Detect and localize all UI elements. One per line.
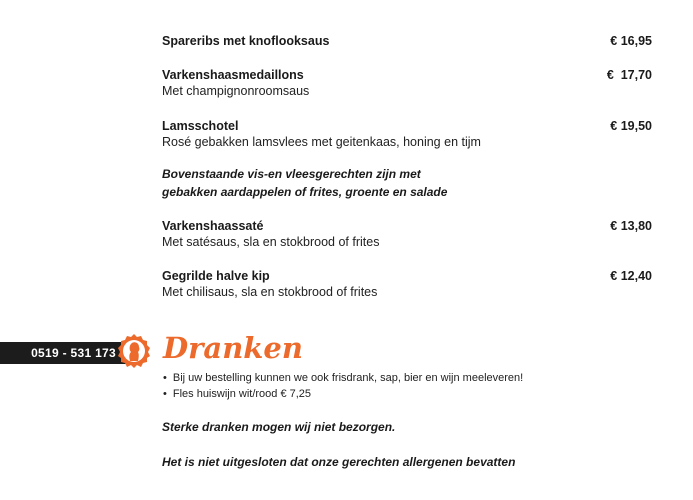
item-price: € 17,70 [606, 68, 652, 82]
item-description: Met chilisaus, sla en stokbrood of frites [162, 285, 378, 299]
section-title-drinks: Dranken [163, 331, 303, 365]
item-description: Rosé gebakken lamsvlees met geitenkaas, honing en tijm [162, 135, 481, 149]
phone-number: 0519 - 531 173 [0, 342, 128, 364]
menu-item [162, 67, 652, 99]
item-description: Met champignonroomsaus [162, 84, 310, 98]
bullet-item: • Bij uw bestelling kunnen we ook frisdrank, sap, bier en wijn meeleveren! [163, 370, 523, 386]
item-name: Gegrilde halve kip [162, 269, 270, 283]
menu-item [162, 33, 652, 49]
allergen-note: Het is niet uitgesloten dat onze gerechten allergenen bevatten [162, 455, 516, 469]
bullet-item: • Fles huiswijn wit/rood € 7,25 [163, 386, 523, 402]
note-line: gebakken aardappelen of frites, groente en salade [162, 185, 448, 199]
cameo-logo-icon [116, 333, 152, 369]
note-line: Bovenstaande vis-en vleesgerechten zijn met [162, 167, 421, 181]
item-name: Spareribs met knoflooksaus [162, 34, 330, 48]
spirits-note: Sterke dranken mogen wij niet bezorgen. [162, 420, 396, 434]
drinks-bullets [163, 370, 523, 402]
item-price: € 16,95 [610, 34, 652, 48]
menu-item [162, 218, 652, 250]
item-price: € 19,50 [610, 119, 652, 133]
menu-item [162, 118, 652, 150]
item-name: Varkenshaasmedaillons [162, 68, 304, 82]
item-name: Varkenshaassaté [162, 219, 264, 233]
item-price: € 13,80 [610, 219, 652, 233]
item-description: Met satésaus, sla en stokbrood of frites [162, 235, 380, 249]
menu-item [162, 268, 652, 300]
item-price: € 12,40 [610, 269, 652, 283]
item-name: Lamsschotel [162, 119, 239, 133]
side-dish-note [162, 165, 447, 201]
